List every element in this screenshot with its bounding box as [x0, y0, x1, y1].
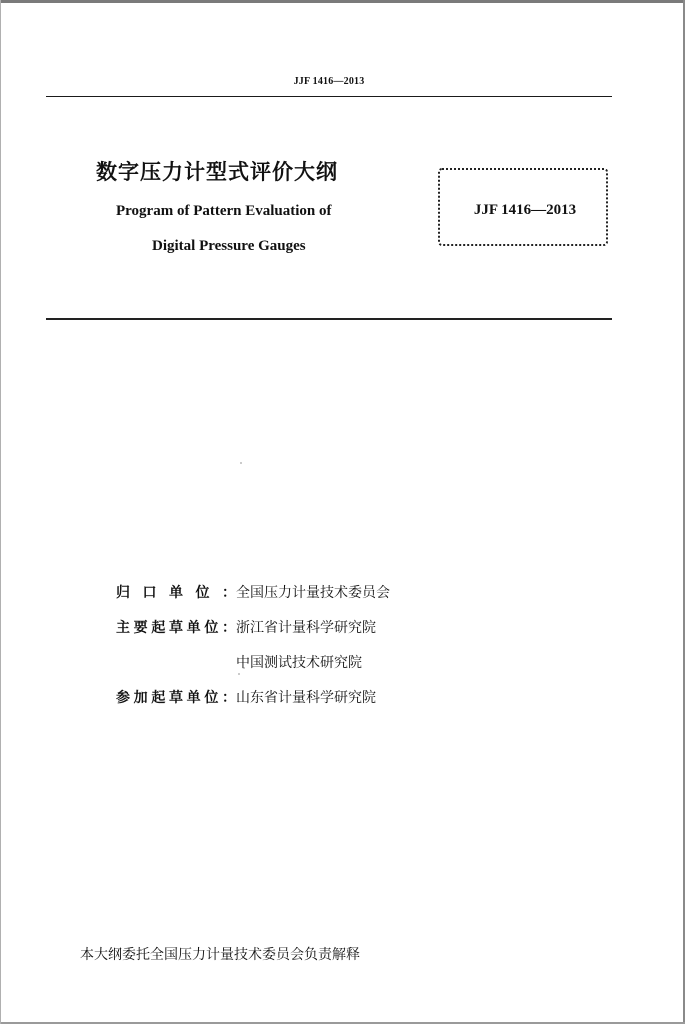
- info-value: 浙江省计量科学研究院: [236, 619, 376, 636]
- drafting-info: [116, 574, 390, 714]
- standard-code-box: [438, 168, 608, 246]
- interpretation-note: 本大纲委托全国压力计量技术委员会负责解释: [80, 947, 360, 963]
- info-row-responsible-unit: [116, 574, 390, 609]
- document-title-english-line1: Program of Pattern Evaluation of: [116, 203, 332, 219]
- running-header-code: JJF 1416—2013: [293, 76, 365, 87]
- standard-code: JJF 1416—2013: [473, 202, 577, 218]
- info-label: 归口单位：: [116, 584, 236, 601]
- document-title-chinese: 数字压力计型式评价大纲: [96, 160, 338, 184]
- info-row-main-drafting-unit: [116, 609, 390, 644]
- info-label: 主要起草单位：: [116, 619, 236, 636]
- info-row-main-drafting-unit-2: [116, 644, 390, 679]
- info-value: 山东省计量科学研究院: [236, 689, 376, 706]
- page-top-edge: [0, 0, 685, 3]
- title-rule: [46, 318, 612, 320]
- info-value: 中国测试技术研究院: [236, 654, 362, 671]
- info-value: 全国压力计量技术委员会: [236, 584, 390, 601]
- header-rule: [46, 96, 612, 97]
- info-label: 参加起草单位：: [116, 689, 236, 706]
- scan-speck: [240, 462, 242, 464]
- info-row-participating-unit: [116, 679, 390, 714]
- document-title-english-line2: Digital Pressure Gauges: [152, 238, 306, 254]
- page-left-edge: [0, 0, 1, 1024]
